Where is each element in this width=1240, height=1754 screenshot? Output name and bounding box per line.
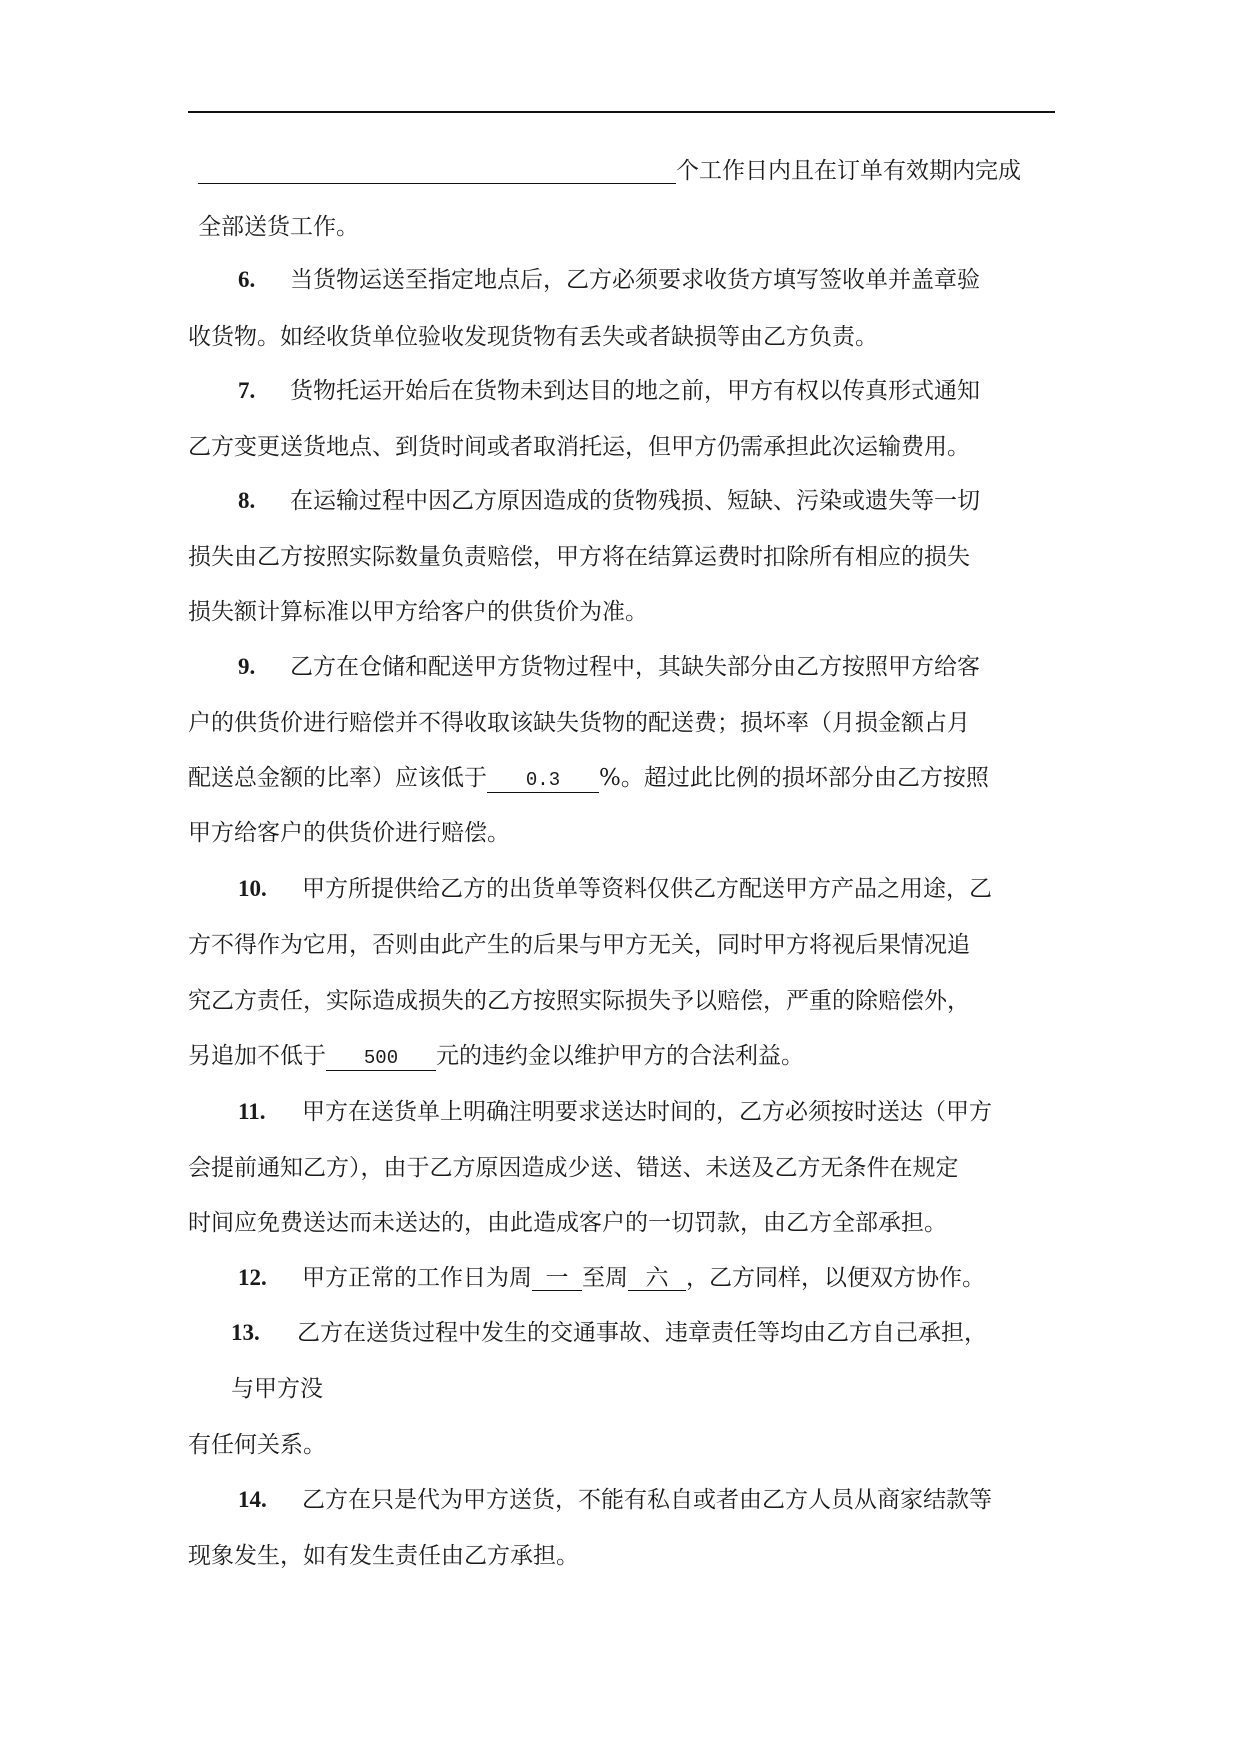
clause-14-line-1: 14. 乙方在只是代为甲方送货，不能有私自或者由乙方人员从商家结款等 xyxy=(238,1487,992,1513)
damage-rate-blank: 0.3 xyxy=(487,768,599,793)
clause-9-line-1: 9. 乙方在仓储和配送甲方货物过程中，其缺失部分由乙方按照甲方给客 xyxy=(238,654,980,680)
clause-9-line-4: 甲方给客户的供货价进行赔偿。 xyxy=(188,820,510,846)
clause-10-line-3: 究乙方责任，实际造成损失的乙方按照实际损失予以赔偿，严重的除赔偿外， xyxy=(188,988,970,1014)
clause-9-line-2: 户的供货价进行赔偿并不得收取该缺失货物的配送费；损坏率（月损金额占月 xyxy=(188,710,970,736)
clause-6-line-1: 6. 当货物运送至指定地点后，乙方必须要求收货方填写签收单并盖章验 xyxy=(238,267,980,293)
clause-14-line-2: 现象发生，如有发生责任由乙方承担。 xyxy=(188,1543,579,1569)
clause-9-line-3: 配送总金额的比率）应该低于 0.3 %。超过此比例的损坏部分由乙方按照 xyxy=(188,765,989,791)
clause-12-line: 12. 甲方正常的工作日为周 一 至周 六 ，乙方同样，以便双方协作。 xyxy=(238,1265,985,1291)
clause-10-line-2: 方不得作为它用，否则由此产生的后果与甲方无关，同时甲方将视后果情况追 xyxy=(188,932,970,958)
clause-8-line-1: 8. 在运输过程中因乙方原因造成的货物残损、短缺、污染或遗失等一切 xyxy=(238,488,980,514)
workweek-start-blank: 一 xyxy=(532,1266,582,1291)
clause-10-num: 10. xyxy=(238,876,267,901)
clause-7-line-2: 乙方变更送货地点、到货时间或者取消托运，但甲方仍需承担此次运输费用。 xyxy=(188,434,970,460)
clause-12-num: 12. xyxy=(238,1265,267,1290)
intro-line xyxy=(198,156,1021,186)
clause-10-line-4: 另追加不低于 500 元的违约金以维护甲方的合法利益。 xyxy=(188,1043,804,1069)
clause-11-line-3: 时间应免费送达而未送达的，由此造成客户的一切罚款，由乙方全部承担。 xyxy=(188,1210,947,1236)
clause-6-line-2: 收货物。如经收货单位验收发现货物有丢失或者缺损等由乙方负责。 xyxy=(188,324,878,350)
clause-6-num: 6. xyxy=(238,267,256,292)
clause-13-line-2: 与甲方没 xyxy=(231,1376,323,1402)
clause-13-line-3: 有任何关系。 xyxy=(188,1432,326,1458)
clause-9-num: 9. xyxy=(238,654,256,679)
intro-cont: 全部送货工作。 xyxy=(198,214,359,240)
intro-blank xyxy=(198,159,676,184)
clause-7-line-1: 7. 货物托运开始后在货物未到达目的地之前，甲方有权以传真形式通知 xyxy=(238,378,980,404)
clause-11-line-1: 11. 甲方在送货单上明确注明要求送达时间的，乙方必须按时送达（甲方 xyxy=(238,1099,992,1125)
clause-11-num: 11. xyxy=(238,1099,266,1124)
clause-7-num: 7. xyxy=(238,378,256,403)
penalty-amount-blank: 500 xyxy=(326,1046,436,1071)
clause-13-line-1: 13. 乙方在送货过程中发生的交通事故、违章责任等均由乙方自己承担， xyxy=(231,1320,987,1346)
clause-11-line-2: 会提前通知乙方），由于乙方原因造成少送、错送、未送及乙方无条件在规定 xyxy=(188,1155,959,1181)
header-rule xyxy=(188,111,1055,113)
clause-8-num: 8. xyxy=(238,488,256,513)
clause-10-line-1: 10. 甲方所提供给乙方的出货单等资料仅供乙方配送甲方产品之用途，乙 xyxy=(238,876,992,902)
clause-13-num: 13. xyxy=(231,1320,260,1345)
workweek-end-blank: 六 xyxy=(628,1266,686,1291)
clause-14-num: 14. xyxy=(238,1487,267,1512)
intro-suffix: 个工作日内且在订单有效期内完成 xyxy=(676,158,1021,184)
clause-8-line-2: 损失由乙方按照实际数量负责赔偿，甲方将在结算运费时扣除所有相应的损失 xyxy=(188,544,970,570)
clause-8-line-3: 损失额计算标准以甲方给客户的供货价为准。 xyxy=(188,599,648,625)
